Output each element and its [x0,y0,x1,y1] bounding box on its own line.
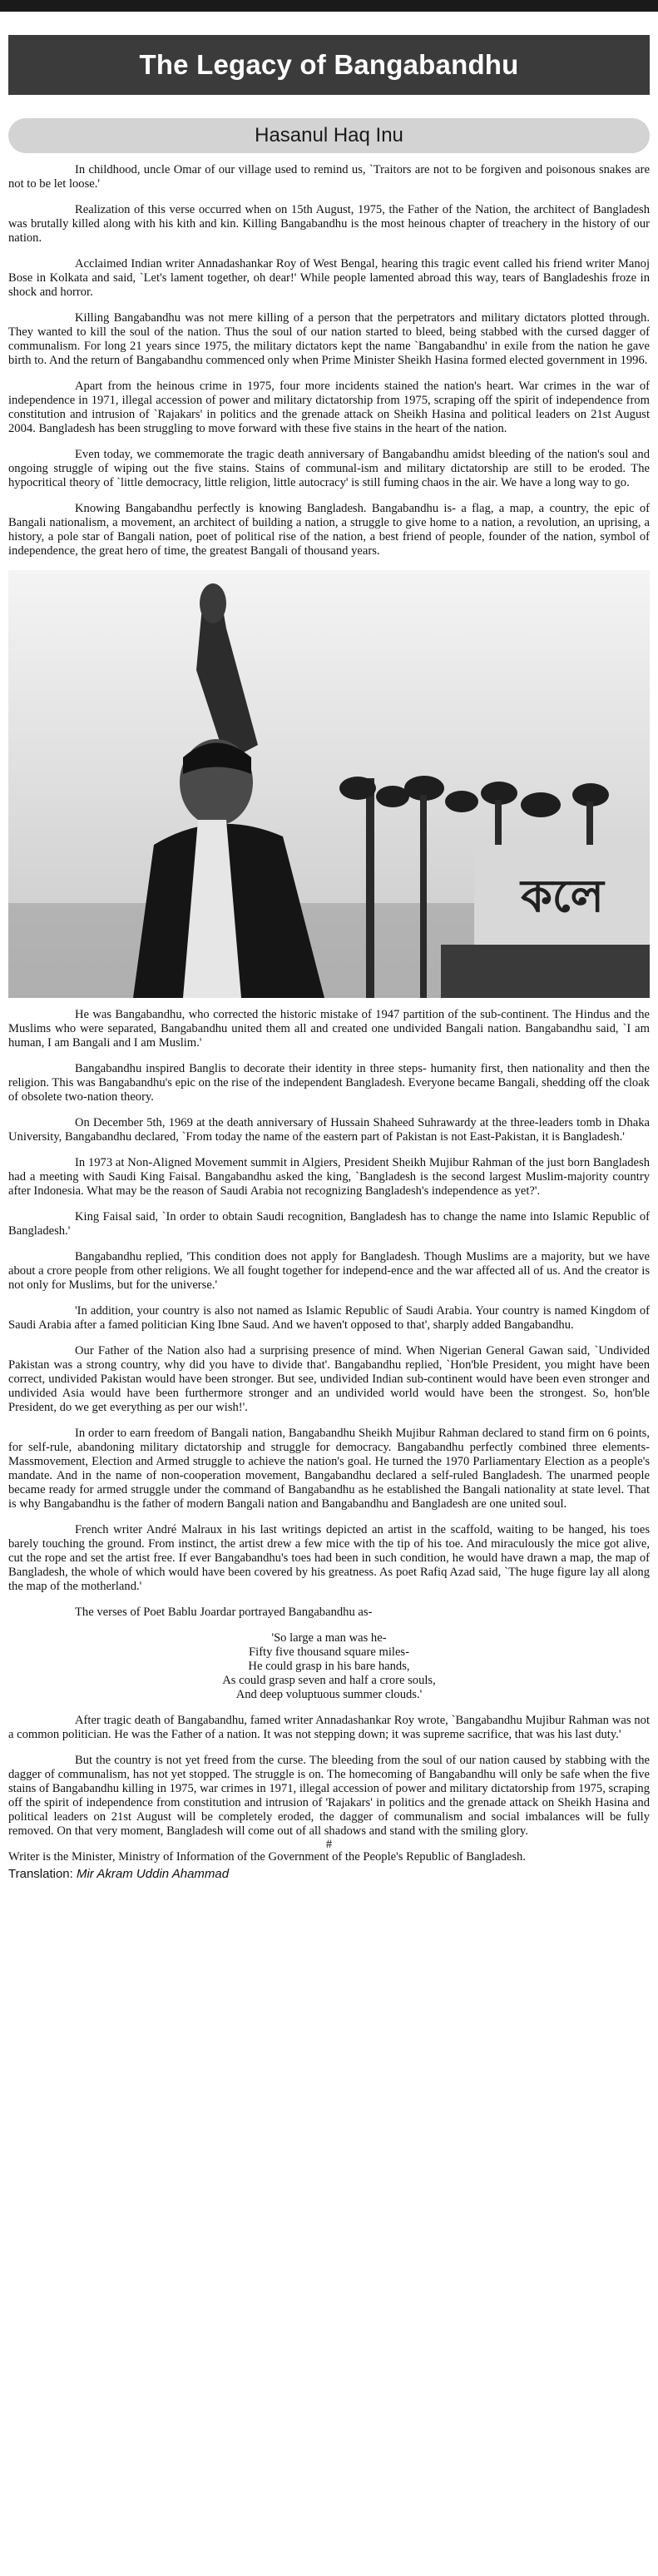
paragraph: Apart from the heinous crime in 1975, four more incidents stained the nation's heart. War crimes in the war of independence in 1971, illegal accession of power and military dictatorship from 1975, scraping off the spirit of independence from constitution and intrusion of `Rajakars' in politics and the grenade attack on Sheikh Hasina and political leaders on 21st August 2004. Bangladesh has been struggling to move forward with these five stains in the heart of the nation. [8,380,650,435]
article-body [8,163,650,1864]
verse-line: Fifty five thousand square miles- [249,1645,409,1659]
paragraph: French writer André Malraux in his last writings depicted an artist in the scaffold, waiting to be hanged, his toes barely touching the ground. From instinct, the artist drew a few mice with the tip of his toe. And miraculously the mice got alive, cut the rope and set the artist free. If ever Bangabandhu's toes had been in such condition, he would have drawn a map, the map of Bangladesh, the whole of which would have been covered by his greatness. As poet Rafiq Azad said, `The huge figure lay all along the map of the motherland.' [8,1523,650,1593]
paragraph: In order to earn freedom of Bangali nation, Bangabandhu Sheikh Mujibur Rahman declared to stand firm on 6 points, for self-rule, abandoning military dictatorship and struggle for democracy. Bangabandhu perfectly combined three elements- Massmovement, Election and Armed struggle to achieve the nation's goal. He turned the 1970 Parliamentary Election as a people's mandate. And in the name of non-cooperation movement, Bangabandhu declared a self-ruled Bangladesh. The unarmed people became ready for armed struggle under the command of Bangabandhu as he established the Bangali nationality at state level. That is why Bangabandhu is the father of modern Bangali nation and Bangabandhu and Bangladesh are one united soul. [8,1427,650,1511]
paragraph: In childhood, uncle Omar of our village used to remind us, `Traitors are not to be forgiven and poisonous snakes are not to be let loose.' [8,163,650,191]
photo-illustration [8,570,650,998]
verse-line: As could grasp seven and half a crore souls, [222,1674,436,1687]
verse-line: And deep voluptuous summer clouds.' [235,1688,423,1701]
paragraph: He was Bangabandhu, who corrected the historic mistake of 1947 partition of the sub-continent. The Hindus and the Muslims who were separated, Bangabandhu united them all and created one undivided Bangali nation. Bangabandhu said, `I am human, I am Bangali and I am Muslim.' [8,1008,650,1050]
writer-note: Writer is the Minister, Ministry of Information of the Government of the People's Republic of Bangladesh. [8,1850,526,1864]
title-banner [8,35,650,95]
top-strip [0,0,658,12]
verse-line: 'So large a man was he- [271,1631,387,1645]
paragraph: Our Father of the Nation also had a surprising presence of mind. When Nigerian General Gawan said, `Undivided Pakistan was a strong country, why did you have to divide that'. Bangabandhu replied, `Hon'ble President, you might have been correct, undivided Pakistan would have been stronger. But see, undivided Indian sub-continent would have been even stronger and undivided Asia would have been furthermore stronger and an undivided world would have been the strongest. So, hon'ble President, do we get everything as per our wish!'. [8,1344,650,1414]
author-name: Hasanul Haq Inu [255,124,403,146]
translator-name: Mir Akram Uddin Ahammad [76,1867,230,1881]
bangabandhu-photo [8,570,650,998]
paragraph: Acclaimed Indian writer Annadashankar Roy of West Bengal, hearing this tragic event called his friend writer Manoj Bose in Kolkata and said, `Let's lament together, oh dear!' While people lamented abroad this way, tears of Bangladeshis froze in shock and horror. [8,257,650,299]
paragraph: The verses of Poet Bablu Joardar portrayed Bangabandhu as- [75,1606,373,1619]
paragraph: After tragic death of Bangabandhu, famed writer Annadashankar Roy wrote, `Bangabandhu Mujibur Rahman was not a common politician. He was the Father of a nation. It was not stepping down; it was supreme sacrifice, that was his last duty.' [8,1714,650,1741]
byline-banner [8,118,650,153]
podium-text: কলে [521,870,604,922]
paragraph: On December 5th, 1969 at the death anniversary of Hussain Shaheed Suhrawardy at the three-leaders tomb in Dhaka University, Bangabandhu declared, `From today the name of the eastern part of Pakistan is not East-Pakistan, it is Bangladesh.' [8,1116,650,1144]
article-title: The Legacy of Bangabandhu [139,49,519,80]
poem-verse [8,1631,650,1702]
paragraph: Knowing Bangabandhu perfectly is knowing Bangladesh. Bangabandhu is- a flag, a map, a country, the epic of Bangali nationalism, a movement, an architect of building a nation, a struggle to give home to a nation, a revolution, an uprising, a history, a pole star of Bangali nation, poet of political rise of the nation, a best friend of people, founder of the nation, symbol of independence, the great hero of time, the greatest Bangali of thousand years. [8,502,650,558]
paragraph: In 1973 at Non-Aligned Movement summit in Algiers, President Sheikh Mujibur Rahman of the just born Bangladesh had a meeting with Saudi King Faisal. Bangabandhu asked the king, `Bangladesh is the second largest Muslim-majority country after Indonesia. What may be the reason of Saudi Arabia not recognizing Bangladesh's independence as yet?'. [8,1156,650,1198]
paragraph: Killing Bangabandhu was not mere killing of a person that the perpetrators and military dictators plotted through. They wanted to kill the soul of the nation. Thus the soul of our nation started to bleed, being stabbed with the cursed dagger of communalism. For long 21 years since 1975, the military dictators kept the name `Bangabandhu' in exile from the nation he gave birth to. And the return of Bangabandhu commenced only when Prime Minister Sheikh Hasina formed elected government in 1996. [8,311,650,367]
paragraph: Even today, we commemorate the tragic death anniversary of Bangabandhu amidst bleeding of the nation's soul and ongoing struggle of wiping out the five stains. Stains of communal-ism and military dictatorship are still to be eroded. The hypocritical theory of `little democracy, little religion, little autocracy' is still fuming chaos in the air. We have a long way to go. [8,448,650,489]
translation-credit [8,1867,650,1881]
translation-label: Translation: [8,1867,73,1881]
end-mark: # [325,1838,333,1851]
paragraph: Bangabandhu inspired Banglis to decorate their identity in three steps- humanity first, then nationality and then the religion. This was Bangabandhu's epic on the rise of the independent Bangladesh. Everyone became Bangali, shedding off the cloak of obsolete two-nation theory. [8,1062,650,1104]
paragraph: But the country is not yet freed from the curse. The bleeding from the soul of our nation caused by stabbing with the dagger of communalism, has not yet stopped. The struggle is on. The homecoming of Bangabandhu will only be safe when the five stains of Bangabandhu killing in 1975, war crimes in 1971, illegal accession of power and military dictatorship from 1975, scraping off the spirit of independence from constitution and intrusion of 'Rajakars' in politics and the grenade attack on Sheikh Hasina and political leaders on 21st August will be completely eroded, the dagger of communalism and social imbalances will be fully removed. On that very moment, Bangladesh will come out of all shadows and stand with the smiling glory. [8,1754,650,1838]
verse-line: He could grasp in his bare hands, [248,1660,410,1673]
paragraph: Realization of this verse occurred when on 15th August, 1975, the Father of the Nation, the architect of Bangladesh was brutally killed along with his kith and kin. Killing Bangabandhu is the most heinous chapter of treachery in the history of our nation. [8,203,650,245]
paragraph: King Faisal said, `In order to obtain Saudi recognition, Bangladesh has to change the name into Islamic Republic of Bangladesh.' [8,1210,650,1238]
paragraph: 'In addition, your country is also not named as Islamic Republic of Saudi Arabia. Your country is named Kingdom of Saudi Arabia after a famed politician King Ibne Saud. And we haven't opposed to that', sharply added Bangabandhu. [8,1304,650,1332]
paragraph: Bangabandhu replied, 'This condition does not apply for Bangladesh. Though Muslims are a majority, but we have about a crore people from other religions. We all fought together for independ-ence and the war affected all of us. And the creator is not only for Muslims, but for the universe.' [8,1250,650,1292]
